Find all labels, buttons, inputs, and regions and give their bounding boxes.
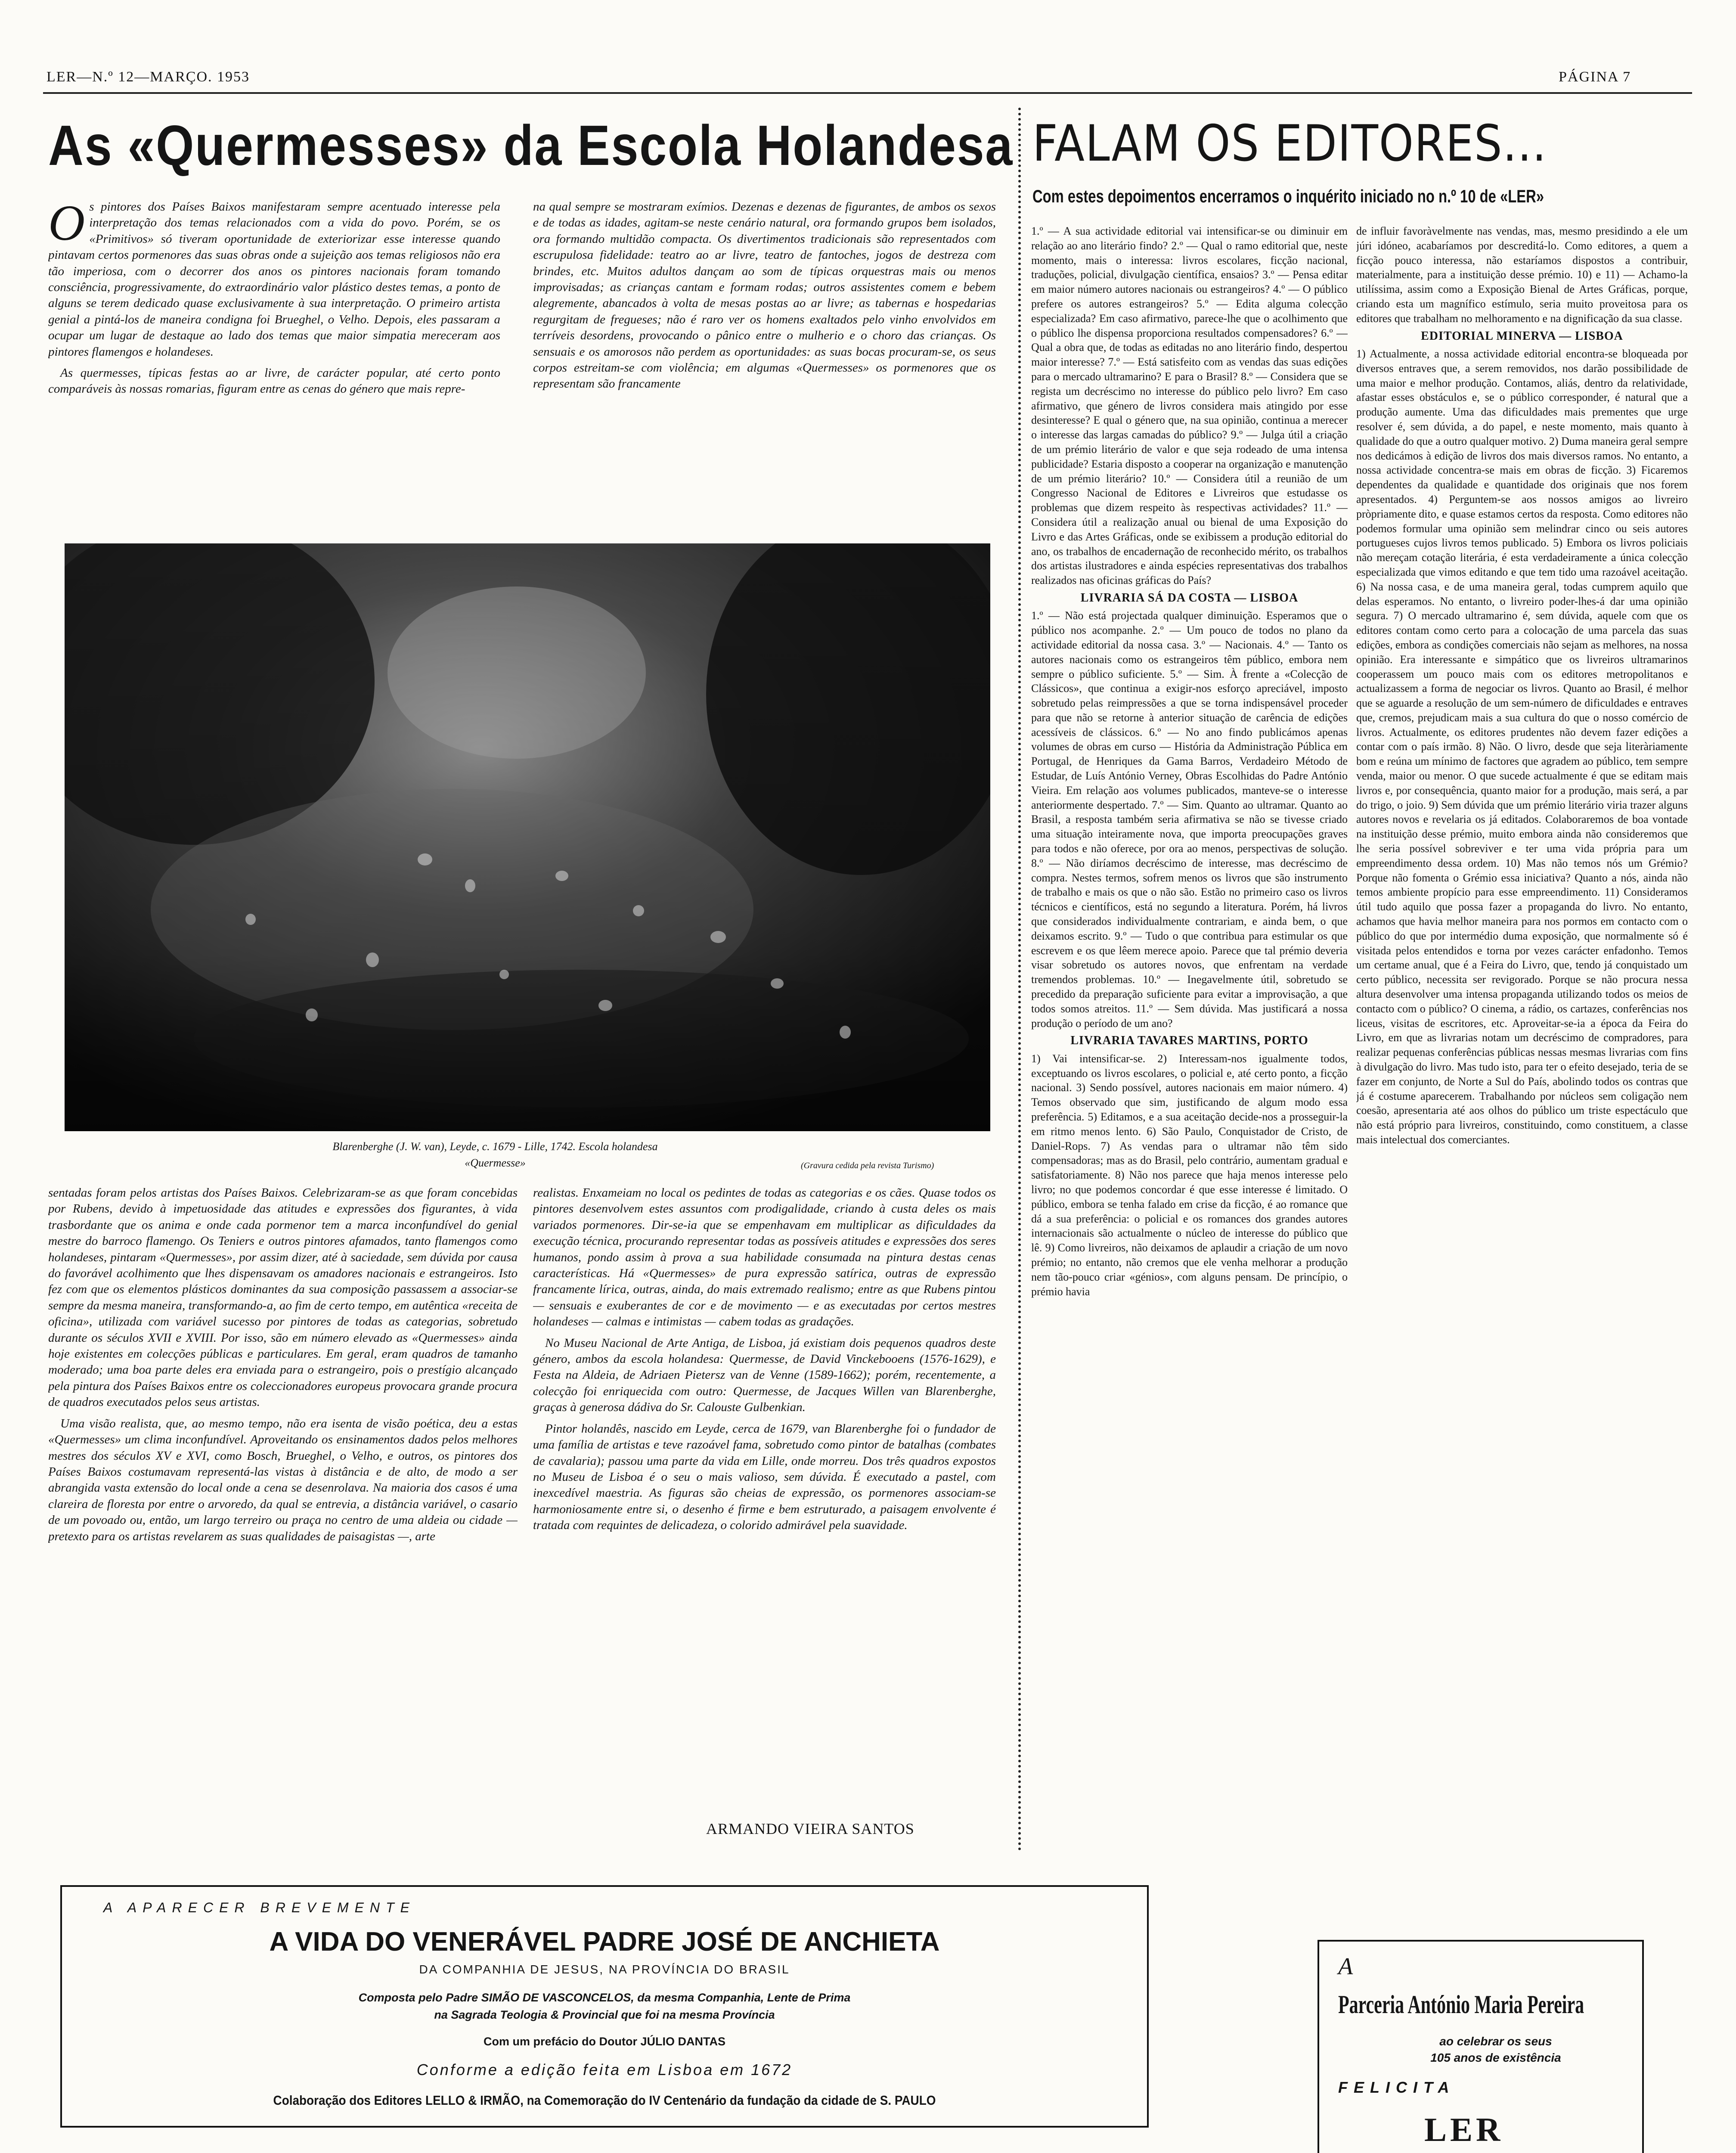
- section-title-editors: FALAM OS EDITORES...: [1032, 115, 1547, 173]
- ad-book-title: A VIDA DO VENERÁVEL PADRE JOSÉ DE ANCHIETA: [269, 1927, 940, 1957]
- section-heading-sa-da-costa: LIVRARIA SÁ DA COSTA — LISBOA: [1080, 591, 1299, 605]
- article-paragraph: realistas. Enxameiam no local os pedintes de todas as categorias e os cães. Quase todos os pintores desenvolvem estes assuntos com prodigalidade, criando à custa deles os mais variados pormenores. Dir-se-ia que se empenhavam em multiplicar as dificuldades da execução técnica, procurando representar todas as possíveis atitudes e expressões dos seres humanos, pondo assim à prova a sua habilidade consumada na pintura destas cenas características. Há «Quermesses» de pura expressão satírica, outras de expressão francamente lírica, outras, ainda, do mais extremado realismo; entre as que Rubens pintou — sensuais e exuberantes de cor e de movimento — e as executadas por certos mestres holandeses — calmas e intimistas — cabem todas as gradações.: [533, 1186, 996, 1329]
- article-paragraph: Uma visão realista, que, ao mesmo tempo, não era isenta de visão poética, deu a estas «Quermesses» um clima inconfundível. Aproveitando os ensinamentos dados pelos melhores mestres dos séculos XV e XVI, como Bosch, Brueghel, o Velho, e outros, os pintores dos Países Baixos costumavam representá-las vistas à distância e de alto, de modo a ser abrangida vasta extensão do local onde a cena se desenrolava. Na maioria dos casos é uma clareira de floresta por entre o arvoredo, da qual se entrevia, a distância variável, o casario de um povoado ou, então, um largo terreiro ou praça no centro de uma aldeia ou cidade — pretexto para os artistas revelarem as suas qualidades de paisagistas —, arte: [48, 1416, 518, 1543]
- article-paragraph: sentadas foram pelos artistas dos Países Baixos. Celebrizaram-se as que foram concebidas por Rubens, devido à impetuosidade das atitudes e expressões dos figurantes, à vida trasbordante que os anima e onde cada pormenor tem a marca inconfundível do genial mestre do barroco flamengo. Os Teniers e outros pintores afamados, tanto flamengos como holandeses, pintaram «Quermesses», por assim dizer, até à saciedade, sem dúvida por causa do favorável acolhimento que lhes dispensavam os amadores nacionais e estrangeiros. Isto fez com que os elementos plásticos dominantes da sua composição passassem a associar-se sempre da mesma maneira, transformando-a, ao fim de certo tempo, em autêntica «receita de oficina», utilizada com variável sucesso por pintores de todas as categorias, sobretudo durante os séculos XVII e XVIII. Por isso, são em número elevado as «Quermesses» ainda hoje existentes em colecções públicas e particulares. Em geral, eram quadros de tamanho moderado; uma boa parte deles era enviada para o estrangeiro, pois o prestígio alcançado pela pintura dos Países Baixos entre os coleccionadores europeus provocara grande procura de quadros executados pelos seus artistas.: [48, 1186, 518, 1409]
- ad-line-coming-soon: A APARECER BREVEMENTE: [103, 1900, 415, 1915]
- answers-editorial-minerva: 1) Actualmente, a nossa actividade editorial encontra-se bloqueada por diversos entraves que, a serem removidos, nos darão possibilidade de uma maior e melhor produção. Contamos, aliás, dentro da relatividade, afastar esses obstáculos e, se o público corresponder, é natural que a produção aumente. Uma das dificuldades mais prementes que urge resolver é, sem dúvida, a do papel, e neste momento, mais quanto à qualidade do que a outro qualquer motivo. 2) Duma maneira geral sempre nos dedicámos à edição de livros dos mais diversos ramos. No entanto, a nossa actividade concentra-se mais em obras de ficção. 3) Ficaremos dependentes da qualidade e quantidade dos originais que nos forem apresentados. 4) Perguntem-se aos nossos amigos ao livreiro pròpriamente dito, e quase estamos certos da resposta. Como editores não podemos formular uma opinião sem melindrar cinco ou seis autores portugueses cujos livros temos publicado. 5) Embora os livros policiais não mereçam cotação literária, é esta verdadeiramente a única colecção especializada que vimos editando e que tem tido uma razoável aceitação. 6) Na nossa casa, e de uma maneira geral, todas cumprem aquilo que delas esperamos. No entanto, o livreiro poder-lhes-á dar uma opinião segura. 7) O mercado ultramarino é, sem dúvida, aquele com que os editores contam como certo para a colocação de uma parcela das suas edições, embora as condições comerciais não sejam as melhores, na nossa opinião. Era interessante e simpático que os livreiros ultramarinos cooperassem um pouco mais com os editores metropolitanos e actualizassem a forma de negociar os livros. Quanto ao Brasil, é melhor que se aguarde a resolução de um sem-número de dificuldades e entraves que, cremos, prejudicam mais a sua cultura do que o nosso comércio de livros. Actualmente, os editores prudentes não devem fazer edições a contar com o país irmão. 8) Não. O livro, desde que seja literàriamente bom e reúna um mínimo de factores que agradem ao público, tem sempre venda, maior ou menor. O que sucede actualmente é que se editam mais livros e, por consequência, quanto maior for a produção, mais será, a par do trigo, o joio. 9) Sem dúvida que um prémio literário viria trazer alguns autores novos e revelaria os já editados. Colaboraremos de boa vontade na instituição desse prémio, muito embora ainda não consideremos que lhe seria possível sobreviver e ter uma vida própria para um empreendimento dessa ordem. 10) Mas não temos nós um Grémio? Porque não fomenta o Grémio essa iniciativa? Quanto a nós, ainda não temos ambiente propício para esse empreendimento. 11) Consideramos útil tudo aquilo que possa fazer a propaganda do livro. No entanto, achamos que havia melhor maneira para nos pormos em contacto com o público do que por intermédio duma exposição, que normalmente só é visitada pelos entendidos e torna por vezes carácter enfadonho. Temos um certame anual, que é a Feira do Livro, que, tendo já conquistado um certo público, necessita ser revigorado. Porque se não procura nessa altura desenvolver uma intensa propaganda utilizando todos os meios de contacto com o público? O cinema, a rádio, os cartazes, conferências nos liceus, visitas de escritores, etc. Aproveitar-se-ia a época da Feira do Livro, em que as livrarias notam um decréscimo de compradores, para realizar pequenas conferências públicas nessas mesmas livrarias com fins à divulgação do livro. Mas tudo isto, para ter o efeito desejado, teria de se fazer em conjunto, de Norte a Sul do País, abolindo todos os contras que já é costume aparecerem. Trabalhando por núcleos sem coligação nem coesão, apresentaria até aos olhos do público um triste espectáculo que não está próprio para livreiros, constituindo, como constituem, a classe mais intelectual dos comerciantes.: [1356, 347, 1688, 1146]
- drop-cap: O: [48, 199, 85, 251]
- running-header-left: LER—N.º 12—MARÇO. 1953: [46, 69, 250, 85]
- ad-parceria-line2: 105 anos de existência: [1430, 2051, 1561, 2064]
- article-column-1-bottom: [48, 1185, 518, 1850]
- article-paragraph: Pintor holandês, nascido em Leyde, cerca de 1679, van Blarenberghe foi o fundador de uma família de artistas e teve razoável fama, sobretudo como pintor de batalhas (combates de cavalaria); passou uma parte da vida em Lille, onde morreu. Dos três quadros expostos no Museu de Lisboa é o seu o mais valioso, sem dúvida. É executado a pastel, com inexcedível maestria. As figuras são cheias de expressão, os pormenores associam-se harmoniosamente entre si, o desenho é firme e bem estruturado, a paisagem envolvente é tratada com requintes de delicadeza, o colorido admirável pela suavidade.: [533, 1421, 996, 1533]
- section-heading-tavares-martins: LIVRARIA TAVARES MARTINS, PORTO: [1070, 1034, 1308, 1048]
- ad-line-company: DA COMPANHIA DE JESUS, NA PROVÍNCIA DO BRASIL: [419, 1963, 790, 1976]
- article-title: As «Quermesses» da Escola Holandesa: [48, 114, 1014, 177]
- article-column-2-top: [533, 199, 996, 540]
- article-column-1-top: [48, 199, 500, 540]
- answers-tavares-martins-cont: de influir favoràvelmente nas vendas, mas, mesmo presidindo a ele um júri idóneo, acabaríamos por descreditá-lo. Como editores, a quem a ficção pouco interessa, não estaríamos dispostos a contribuir, materialmente, para a instituição desse prémio. 10) e 11) — Achamo-la utilíssima, assim como a Exposição Bienal de Artes Gráficas, porque, criando esta um magnífico estímulo, seria muito proveitosa para os editores que trabalham no melhoramento e na dignificação da sua classe.: [1356, 225, 1688, 325]
- ad-line-author: Composta pelo Padre SIMÃO DE VASCONCELOS, da mesma Companhia, Lente de Prima: [358, 1991, 851, 2004]
- ad-line-preface: Com um prefácio do Doutor JÚLIO DANTAS: [483, 2035, 725, 2048]
- section-heading-editorial-minerva: EDITORIAL MINERVA — LISBOA: [1421, 329, 1623, 343]
- advertisement-parceria: [1318, 1940, 1644, 2153]
- ad-parceria-line1: ao celebrar os seus: [1439, 2035, 1552, 2048]
- ad-parceria-name: Parceria António Maria Pereira: [1338, 1990, 1584, 2019]
- ad-line-edition: Conforme a edição feita em Lisboa em 1672: [416, 2061, 793, 2079]
- article-paragraph: No Museu Nacional de Arte Antiga, de Lisboa, já existiam dois pequenos quadros deste género, ambos da escola holandesa: Quermesse, de David Vinckebooens (1576-1629), e Festa na Aldeia, de Adriaen Pietersz van de Venne (1589-1662); porém, recentemente, a colecção foi enriquecida com outro: Quermesse, de Jacques Willen van Blarenberghe, graças à generosa dádiva do Sr. Calouste Gulbenkian.: [533, 1336, 996, 1415]
- section-subtitle-editors: Com estes depoimentos encerramos o inquérito iniciado no n.º 10 de «LER»: [1032, 186, 1544, 206]
- editors-column-4: [1356, 224, 1688, 1903]
- article-signature: ARMANDO VIEIRA SANTOS: [706, 1820, 914, 1837]
- article-column-2-bottom: [533, 1185, 996, 1801]
- page-number: PÁGINA 7: [1559, 69, 1631, 85]
- article-paragraph: s pintores dos Países Baixos manifestaram sempre acentuado interesse pela interpretação dos temas relacionados com a vida do povo. Porém, se os «Primitivos» só tiveram oportunidade de exteriorizar esse interesse quando pintavam certos pormenores das suas obras onde a sujeição aos temas religiosos não era tão imperiosa, com o decorrer dos anos os pintores nacionais foram tomando consciência, progressivamente, do extraordinário valor plástico destes temas, a ponto de alguns se terem dedicado quase exclusivamente à sua interpretação. O primeiro artista genial a pintá-los de maneira condigna foi Brueghel, o Velho. Depois, eles passaram a ocupar um lugar de destaque ao lado dos temas que maior simpatia mereceram aos pintores flamengos e holandeses.: [48, 200, 500, 359]
- advertisement-anchieta: [60, 1885, 1149, 2128]
- editors-column-3: [1031, 224, 1348, 1899]
- article-paragraph: na qual sempre se mostraram exímios. Dezenas e dezenas de figurantes, de ambos os sexos e de todas as idades, agitam-se neste cenário natural, ora formando grupos bem isolados, ora formando multidão compacta. Os divertimentos tradicionais são representados com escrupulosa fidelidade: teatro ao ar livre, teatro de fantoches, jogos de destreza com brindes, etc. Muitos adultos dançam ao som de típicas orquestras mais ou menos improvisadas; as crianças cantam e formam rodas; outros assistentes comem e bebem alegremente, abancados à volta de mesas postas ao ar livre; as tabernas e hospedarias regurgitam de fregueses; não é raro ver os homens exaltados pelo vinho envolvidos em terríveis desordens, provocando o pânico entre o mulherio e o choro das crianças. Os sensuais e os amorosos não perdem as oportunidades: as suas bocas procuram-se, os seus corpos estreitam-se com violência; em algumas «Quermesses» os pormenores que os representam são francamente: [533, 200, 996, 391]
- answers-tavares-martins: 1) Vai intensificar-se. 2) Interessam-nos igualmente todos, exceptuando os livros escolares, o policial e, até certo ponto, a ficção nacional. 3) Sendo possível, autores nacionais em maior número. 4) Temos observado que sim, justificando de algum modo essa preferência. 5) Editamos, e a sua aceitação decide-nos a prosseguir-la em ritmo menos lento. 6) São Paulo, Conquistador de Cristo, de Daniel-Rops. 7) As vendas para o ultramar não têm sido compensadoras; mas as do Brasil, pelo contrário, aumentam gradual e satisfatoriamente. 8) Não nos parece que haja menos interesse pelo livro; no que podemos concordar é que esse interesse é limitado. O público, embora se tenha falado em crise da ficção, é ao romance que dá a sua preferência: o policial e os romances dos grandes autores internacionais são actualmente o núcleo de interesse do público que lê. 9) Como livreiros, não deixamos de aplaudir a criação de um novo prémio; no entanto, não cremos que ele venha melhorar a produção nem tão-pouco criar «génios», com alguns pensam. De princípio, o prémio havia: [1031, 1052, 1348, 1298]
- ad-parceria-a: A: [1338, 1953, 1353, 1980]
- header-rule: [43, 92, 1692, 94]
- photo-caption-title: «Quermesse»: [465, 1157, 526, 1169]
- ad-parceria-felicita: FELICITA: [1338, 2079, 1455, 2096]
- painting-image: [65, 543, 990, 1131]
- painting-reproduction-quermesse: [65, 543, 990, 1131]
- photo-credit: (Gravura cedida pela revista Turismo): [801, 1161, 934, 1170]
- answers-sa-da-costa: 1.º — Não está projectada qualquer diminuição. Esperamos que o público nos acompanhe. 2.º — Um pouco de todos no plano da actividade editorial da nossa casa. 3.º — Nacionais. 4.º — Tanto os autores nacionais como os estrangeiros têm público, embora nem sempre o público suficiente. 5.º — Sim. À frente a «Colecção de Clássicos», que continua a exigir-nos esforço apreciável, imposto sobretudo pelas reimpressões a que se torna indispensável proceder para que não se retorne à anterior situação de carência de edições acessíveis de clássicos. 6.º — No ano findo publicámos apenas volumes de obras em curso — História da Administração Pública em Portugal, de Henriques da Gama Barros, Verdadeiro Método de Estudar, de Luís António Verney, Obras Escolhidas do Padre António Vieira. Em relação aos volumes publicados, manteve-se o interesse anteriormente despertado. 7.º — Sim. Quanto ao ultramar. Quanto ao Brasil, a resposta também seria afirmativa se não se tivesse criado uma situação inteiramente nova, que importa preocupações graves para todos e não oferece, por ora ao menos, perspectivas de solução. 8.º — Não diríamos decréscimo de interesse, mas decréscimo de compra. Nestes termos, sofrem menos os livros que são instrumento de trabalho e mais os que o não são. Estão no primeiro caso os livros técnicos e científicos, está no segundo a literatura. Porém, há livros que considerados individualmente contrariam, e ainda bem, o que deixamos escrito. 9.º — Tudo o que contribua para estimular os que escrevem e os que lêem merece apoio. Parece que tal prémio deveria visar sobretudo os autores novos, que enfrentam na verdade tremendos problemas. 10.º — Inegavelmente útil, sobretudo se precedido da preparação suficiente para evitar a improvisação, a que todos somos atreitos. 11.º — Sem dúvida. Mas justificará a nossa produção o período de um ano?: [1031, 609, 1348, 1030]
- questions-list: 1.º — A sua actividade editorial vai intensificar-se ou diminuir em relação ao ano literário findo? 2.º — Qual o ramo editorial que, neste momento, mais o interessa: livros escolares, ficção nacional, traduções, policial, divulgação científica, ensaios? 3.º — Pensa editar em maior número autores nacionais ou estrangeiros? 4.º — O público prefere os autores estrangeiros? 5.º — Edita alguma colecção especializada? Em caso afirmativo, parece-lhe que o acolhimento que o público lhe dispensa proporciona resultados compensadores? 6.º — Qual a obra que, de todas as editadas no ano literário findo, despertou maior interesse? 7.º — Está satisfeito com as vendas das suas edições para o mercado ultramarino? E para o Brasil? 8.º — Considera que se regista um decréscimo no interesse do público pelo livro? Em caso afirmativo, que género de livros considera mais atingido por esse desinteresse? E qual o género que, na sua opinião, continua a merecer o interesse das largas camadas do público? 9.º — Julga útil a criação de um prémio literário de valor e que seja rodeado de uma intensa publicidade? Estaria disposto a cooperar na organização e manutenção de um prémio literário? 10.º — Considera útil a reunião de um Congresso Nacional de Editores e Livreiros que estudasse os problemas que dizem respeito às respectivas actividades? 11.º — Considera útil a realização anual ou bienal de uma Exposição do Livro e das Artes Gráficas, onde se exibissem a produção editorial do ano, os trabalhos de encadernação de reconhecido mérito, os trabalhos dos artistas ilustradores e ainda espécies representativas dos trabalhos realizados nas oficinas gráficas do País?: [1031, 225, 1348, 587]
- article-paragraph: As quermesses, típicas festas ao ar livre, de carácter popular, até certo ponto comparáveis às nossas romarias, figuram entre as cenas do género que mais repre-: [48, 366, 500, 396]
- ad-line-author-2: na Sagrada Teologia & Provincial que foi na mesma Província: [434, 2008, 775, 2021]
- ad-parceria-ler: LER: [1424, 2111, 1504, 2148]
- ad-line-publisher: Colaboração dos Editores LELLO & IRMÃO, na Comemoração do IV Centenário da fundação da cidade de S. PAULO: [273, 2093, 936, 2108]
- photo-caption: Blarenberghe (J. W. van), Leyde, c. 1679 - Lille, 1742. Escola holandesa: [332, 1140, 658, 1153]
- column-separator-dotted: [1018, 108, 1021, 1852]
